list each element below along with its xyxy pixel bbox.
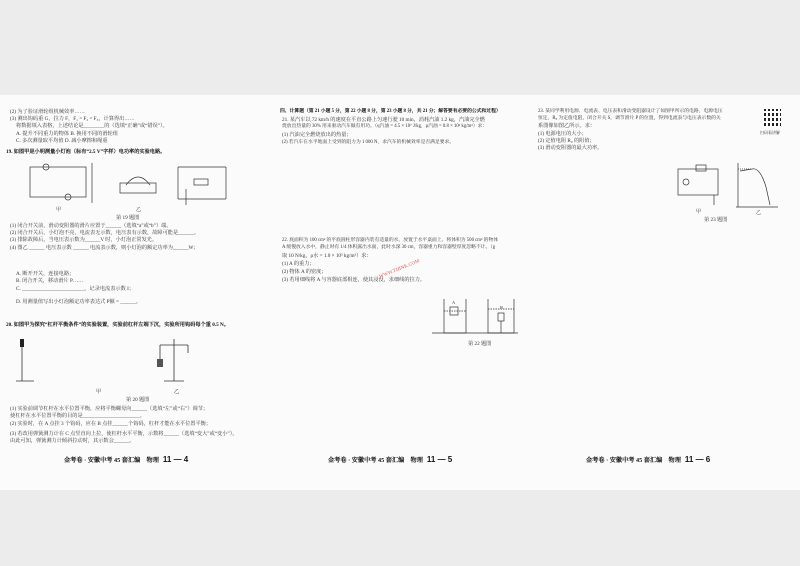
q20-line: 由此可知，弹簧测力计倾斜拉动时，其示数会______。 xyxy=(10,438,135,444)
q19-line: (2) 闭合开关后，小灯泡不亮，电流表无示数，电压表有示数，故障可能是______。 xyxy=(10,230,199,236)
footer-page-11-6 xyxy=(586,455,710,464)
q20-line: (3) 若改用弹簧测力计在 C 点竖直向上拉，使杠杆水平平衡，示数将______（选填“变大”或“变小”）。 xyxy=(10,431,238,437)
q19-line: C. ________________________，记录电流表示数 I； xyxy=(16,286,135,292)
qr-caption: 扫码看讲解 xyxy=(760,130,780,135)
q23-figure xyxy=(674,157,782,215)
q22-label-a: A xyxy=(452,300,456,305)
q20-label-b: 乙 xyxy=(174,389,180,395)
q20-figure xyxy=(14,335,214,387)
q19-figure xyxy=(28,159,228,213)
q19-caption: 第 19 题图 xyxy=(116,215,140,221)
page-11-6 xyxy=(532,95,800,490)
q23-line: 23. 某同学利用电源、电流表、电压表和滑动变阻器设计了如图甲所示的电路，电源电压 xyxy=(538,109,723,114)
section-title: 四、计算题（第 21 小题 5 分，第 22 小题 8 分，第 23 小题 8 分，共 21 分；解答要有必要的公式和过程） xyxy=(280,109,501,114)
q22-line: (2) 物体 A 的密度； xyxy=(282,269,327,275)
footer-title: 金考卷 · 安徽中考 45 套汇编 物理 xyxy=(328,457,423,464)
q22-label-b: B xyxy=(500,305,503,310)
svg-text:甲: 甲 xyxy=(696,210,702,215)
q18-line: A. 提升不同重力的物体 B. 换用不同的滑轮组 xyxy=(16,131,118,137)
footer-title: 金考卷 · 安徽中考 45 套汇编 物理 xyxy=(64,457,159,464)
svg-text:乙: 乙 xyxy=(136,208,142,213)
q19-line: A. 断开开关，连接电路； xyxy=(16,271,75,277)
q20-line: (2) 实验时，在 A 点挂 3 个钩码，应在 B 点挂______个钩码，杠杆才能在水平位置平衡； xyxy=(10,421,212,427)
q23-line: (1) 电源电压的大小； xyxy=(538,131,587,137)
q23-caption: 第 23 题图 xyxy=(704,217,728,223)
q22-line: (1) A 的重力； xyxy=(282,261,315,267)
q18-line: C. 多次测量取平均值 D. 减小摩擦和绳重 xyxy=(16,138,108,144)
q20-line: (1) 实验前调节杠杆在水平位置平衡，应将平衡螺母向______（选填“左”或“右”）调节； xyxy=(10,406,209,412)
q23-line: (3) 滑动变阻器的最大功率。 xyxy=(538,145,603,151)
q20-label-a: 甲 xyxy=(96,389,102,395)
q23-line: 恒定，R₀ 为定值电阻，闭合开关 S，调节滑片 P 的位置，得到电流表与电压表示数的关 xyxy=(538,116,721,121)
q20-intro: 20. 如图甲为探究“杠杆平衡条件”的实验装置，实验前杠杆左端下沉，实验所用钩码每个重 0.5 N。 xyxy=(6,322,229,328)
footer-page-11-5 xyxy=(328,455,452,464)
q19-line: (4) 图乙 ______ 电压表示数 ______ 电流表示数，则小灯泡的额定功率为______W； xyxy=(10,245,199,251)
svg-text:乙: 乙 xyxy=(756,211,762,215)
q18-line: (2) 为了验证滑轮组机械效率…… xyxy=(10,109,85,115)
q19-line: B. 闭合开关，移动滑片 P…… xyxy=(16,278,84,284)
watermark-stamp: WWW.THINK.COM xyxy=(378,259,421,280)
q21-line: 21. 某汽车以 72 km/h 的速度在平直公路上匀速行驶 10 min，消耗汽油 1.2 kg，汽油完全燃 xyxy=(282,117,485,123)
qr-code-icon xyxy=(762,109,781,128)
q23-line: (2) 定值电阻 R₀ 的阻值； xyxy=(538,138,595,144)
page-11-5 xyxy=(270,95,532,490)
q19-intro: 19. 如图甲是小明测量小灯泡（标有“2.5 V”字样）电功率的实验电路。 xyxy=(6,149,166,155)
q21-line: (2) 若汽车在水平地面上受到的阻力为 1 000 N，求汽车的机械效率是否满足要求。 xyxy=(282,140,455,145)
q19-line: (1) 闭合开关前，滑动变阻器的滑片应置于______（选填“a”或“b”）端。 xyxy=(10,223,172,229)
page-number: 11 — 6 xyxy=(684,455,711,464)
q22-line: 22. 底面积为 100 cm² 的平底圆柱形容器内装有适量的水，放置于水平桌面上。将体积为 500 cm³ 的物体 xyxy=(282,238,499,243)
q22-line: (3) 若用细线将 A 与容器底部相连，使其浸没，求细线的拉力。 xyxy=(282,277,426,283)
q21-line: (1) 汽油完全燃烧放出的热量； xyxy=(282,132,352,138)
q20-line: 使杠杆在水平位置平衡的目的是______________________。 xyxy=(10,413,145,419)
page-number: 11 — 4 xyxy=(162,455,189,464)
q21-line: 烧放出热量的 30% 用来驱动汽车做有用功。（q汽油 = 4.5 × 10⁷ J/kg，ρ汽油 = 0.8 × 10³ kg/m³）求： xyxy=(282,124,488,129)
page-number: 11 — 5 xyxy=(426,455,453,464)
q22-caption: 第 22 题图 xyxy=(468,341,492,347)
q19-line: (3) 排除故障后，当电压表示数为______V 时，小灯泡正常发光。 xyxy=(10,237,158,243)
q19-line: D. 用测量值写出小灯泡额定功率表达式 P额 = ______。 xyxy=(16,299,141,305)
q23-line: 系图像如图乙所示。求： xyxy=(538,123,596,129)
q18-line: (3) 测出钩码重 G，拉力 F，F₁ = F₂ = F₃，计算得出…… xyxy=(10,116,135,122)
page-11-4 xyxy=(0,95,270,490)
svg-text:甲: 甲 xyxy=(56,208,62,213)
q18-line: 将数据填入表格，上述结论是________的（选填“正确”或“错误”）。 xyxy=(16,123,168,129)
q22-line: A 缓慢放入水中，静止时有 1/4 体积露出水面，此时水深 30 cm，容器重力和容器壁厚度忽略不计。（g xyxy=(282,245,496,250)
q22-figure xyxy=(430,295,520,337)
exam-sheet xyxy=(0,95,800,490)
footer-page-11-4 xyxy=(64,455,188,464)
q22-line: 取 10 N/kg，ρ水 = 1.0 × 10³ kg/m³）求： xyxy=(282,253,372,259)
q20-caption: 第 20 题图 xyxy=(126,397,150,403)
footer-title: 金考卷 · 安徽中考 45 套汇编 物理 xyxy=(586,457,681,464)
